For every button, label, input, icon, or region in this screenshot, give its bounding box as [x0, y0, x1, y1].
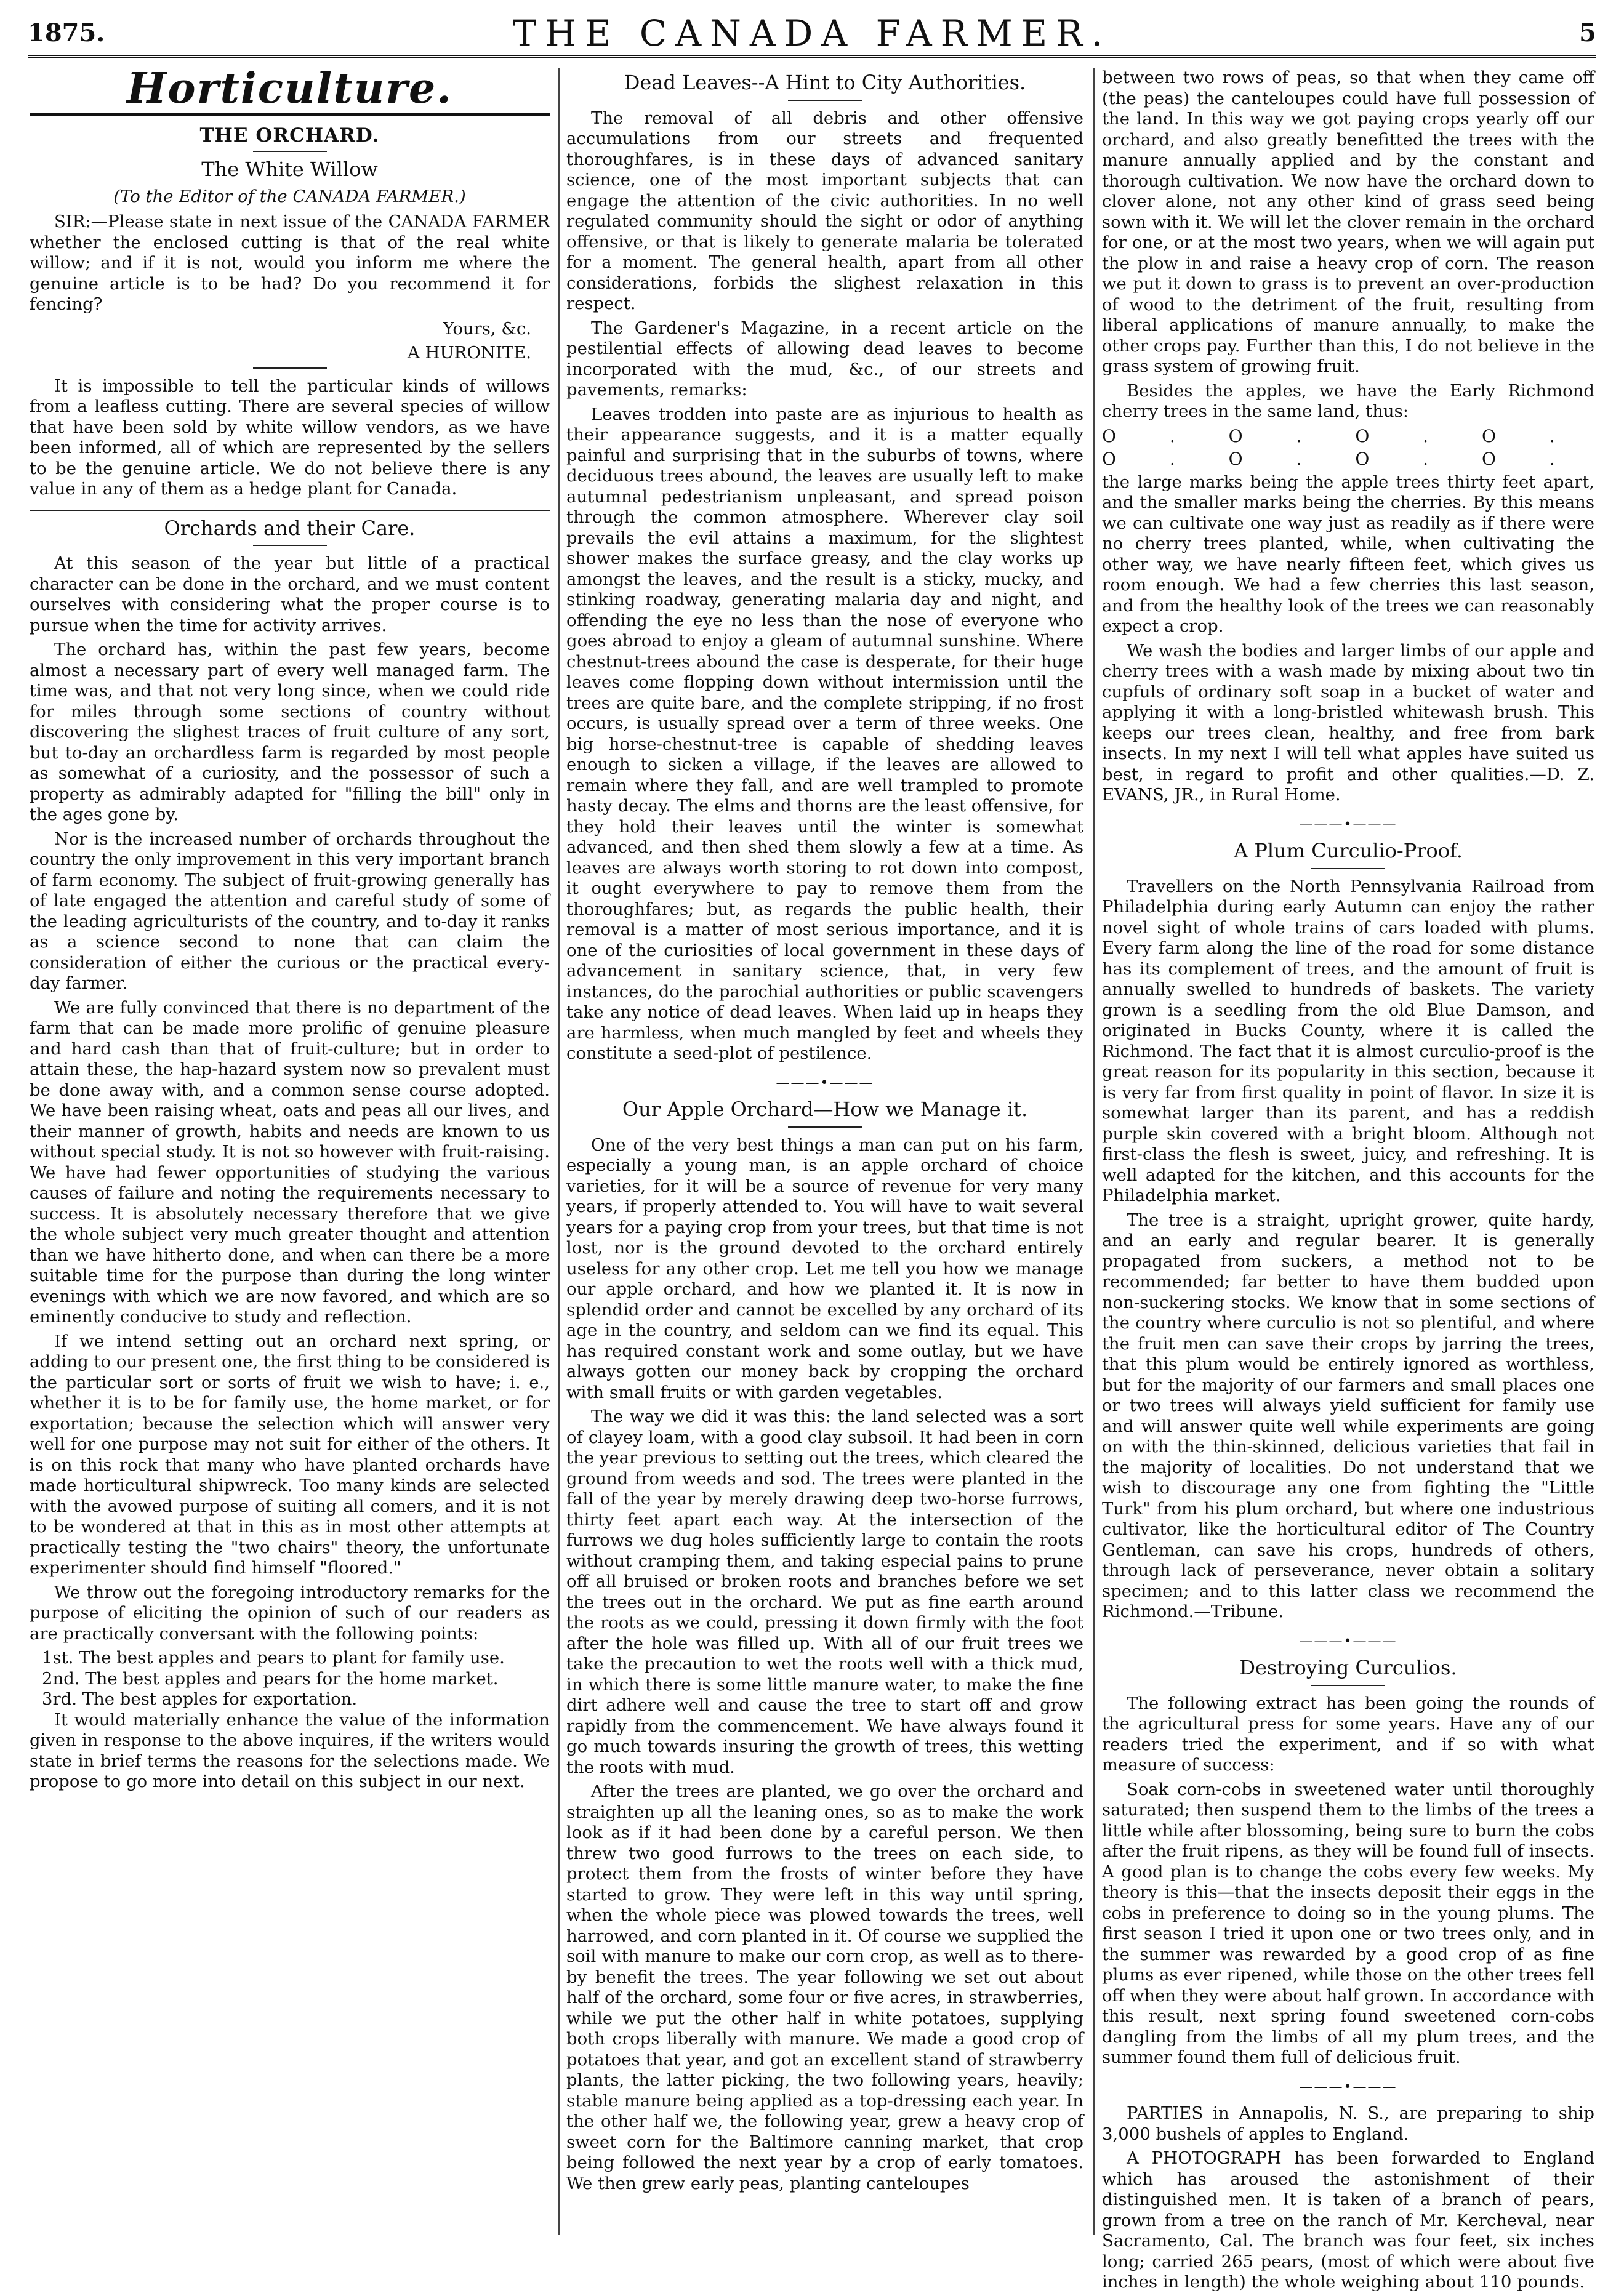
planting-diagram-row: O . O . O . O . [1102, 425, 1555, 446]
paragraph: At this season of the year but little of a practical character can be done in the orchard, and we must content ourselves with considering what the proper course is to pursue when the time for activity arrives. [30, 553, 550, 635]
list-item: 2nd. The best apples and pears for the home market. [42, 1668, 499, 1689]
divider [788, 1126, 862, 1128]
paragraph: The orchard has, within the past few years, become almost a necessary part of every well managed farm. The time was, and that not very long since, when we could ride for miles through some sections of country without discovering the slighest traces of fruit culture of any sort, but to-day an orchardless farm is regarded by most people as somewhat of a curiosity, and the possessor of such a property as admirably adapted for "filling the bill" only in the ages gone by. [30, 640, 550, 824]
paragraph: We wash the bodies and larger limbs of our apple and cherry trees with a wash made by mixing about two tin cupfuls of ordinary soft soap in a bucket of water and applying it with a long-bristled whitewash brush. This keeps our trees clean, healthy, and free from bark insects. In my next I will tell what apples have suited us best, in regard to profit and other qualities.—D. Z. EVANS, JR., in Rural Home. [1102, 640, 1594, 805]
article-title: Destroying Curculios. [1239, 1656, 1457, 1679]
article-title: Our Apple Orchard—How we Manage it. [622, 1098, 1028, 1121]
column-rule [558, 68, 560, 2235]
paragraph: Leaves trodden into paste are as injurious to health as their appearance suggests, and it is a matter equally painful and surprising that in the suburbs of towns, where deciduous trees abound, the leaves are usually left to make autumnal pedestrianism unpleasant, and spread poison through the common atmosphere. Wherever clay soil prevails the evil attains a maximum, for the slightest shower makes the surface greasy, and the clay works up amongst the leaves, and the result is a sticky, mucky, and stinking roadway, generating malaria day and night, and offending the eye no less than the nose of everyone who goes abroad to enjoy a gleam of autumnal sunshine. Where chestnut-trees abound the case is desperate, for their huge leaves come flopping down without intermission until the trees are quite bare, and the complete stripping, if no frost occurs, is usually spread over a term of three weeks. One big horse-chestnut-tree is capable of shedding leaves enough to sicken a village, if the leaves are allowed to remain where they fall, and are well trampled to promote hasty decay. The elms and thorns are the least offensive, for they hold their leaves until the winter is somewhat advanced, and then shed them slowly a few at a time. As leaves are always worth storing to rot down into compost, it ought everywhere to pay to remove them from the thoroughfares; but, as regards the public health, their removal is a matter of most serious importance, and it is one of the curiosities of local government in these days of advancement in sanitary science, that, in very few instances, do the parochial authorities or public scavengers take any notice of dead leaves. When laid up in heaps they are harmless, when much mangled by feet and wheels they constitute a seed-plot of pestilence. [566, 404, 1083, 1063]
paragraph: Nor is the increased number of orchards throughout the country the only improvement in this very important branch of farm economy. The subject of fruit-growing generally has of late engaged the attention and careful study of some of the leading agriculturists of the country, and to-day it ranks as a science second to none that can claim the consideration of either the curious or the practical every-day farmer. [30, 829, 550, 993]
news-note: PARTIES in Annapolis, N. S., are preparing to ship 3,000 bushels of apples to England. [1102, 2103, 1594, 2144]
paragraph: We throw out the foregoing introductory remarks for the purpose of eliciting the opinion of such of our readers as are practically conversant with the following points: [30, 1582, 550, 1644]
article-title: Orchards and their Care. [164, 516, 416, 540]
paragraph: It is impossible to tell the particular kinds of willows from a leafless cutting. There are several species of willow that have been sold by white willow vendors, as we have been informed, all of which are represented by the sellers to be the genuine article. We do not believe there is any value in any of them as a hedge plant for Canada. [30, 375, 550, 499]
paragraph: between two rows of peas, so that when they came off (the peas) the canteloupes could have full possession of the land. In this way we got paying crops yearly off our orchard, and also greatly benefitted the trees with the manure annually applied and by the constant and thorough cultivation. We now have the orchard down to clover alone, not any other kind of grass seed being sown with it. We will let the clover remain in the orchard for one, or at the most two years, when we will again put the plow in and raise a heavy crop of corn. The reason we put it down to grass is to prevent an over-production of wood to the detriment of the fruit, resulting from liberal applications of manure annually, to make the other crops pay. Further than this, I do not believe in the grass system of growing fruit. [1102, 68, 1594, 376]
article-title: Dead Leaves--A Hint to City Authorities. [624, 71, 1026, 94]
news-note: A PHOTOGRAPH has been forwarded to England which has aroused the astonishment of their distinguished men. It is taken of a branch of pears, grown from a tree on the ranch of Mr. Kercheval, near Sacramento, Cal. The branch was four feet, six inches long; carried 265 pears, (most of which were about five inches in length) the whole weighing about 110 pounds. [1102, 2148, 1594, 2292]
article-subtitle: (To the Editor of the CANADA FARMER.) [113, 186, 466, 206]
article-title: The White Willow [201, 158, 378, 181]
section-title: Horticulture. [127, 64, 452, 113]
ornament-divider: ———•——— [1299, 2079, 1397, 2095]
divider [30, 113, 550, 116]
paragraph: Besides the apples, we have the Early Richmond cherry trees in the same land, thus: [1102, 380, 1594, 421]
paragraph: The following extract has been going the rounds of the agricultural press for some years. Have any of our readers tried the experiment, and if so with what measure of success: [1102, 1693, 1594, 1775]
article-title: A Plum Curculio-Proof. [1234, 839, 1463, 862]
letter-closing: Yours, &c. [443, 318, 531, 339]
paragraph: the large marks being the apple trees thirty feet apart, and the smaller marks being the cherries. By this means we can cultivate one way just as readily as if there were no cherry trees planted, while, when cultivating the other way, we have nearly fifteen feet, which gives us room enough. We had a few cherries this last season, and from the healthy look of the trees we can reasonably expect a crop. [1102, 472, 1594, 636]
masthead-title: THE CANADA FARMER. [512, 12, 1112, 54]
divider [253, 545, 327, 546]
article-heading: THE ORCHARD. [199, 124, 380, 147]
paragraph: The removal of all debris and other offensive accumulations from our streets and frequented thoroughfares, is in these days of advanced sanitary science, one of the most important subjects that can engage the attention of the civic authorities. In no well regulated community should the sight or odor of anything offensive, or that is likely to generate malaria be tolerated for a moment. The general health, apart from all other considerations, forbids the slighest relaxation in this respect. [566, 108, 1083, 313]
paragraph: Travellers on the North Pennsylvania Railroad from Philadelphia during early Autumn can enjoy the rather novel sight of whole trains of cars loaded with plums. Every farm along the line of the road for some distance has its complement of trees, and the amount of fruit is annually swelled to hundreds of baskets. The variety grown is a seedling from the old Blue Damson, and originated in Bucks County, where it is called the Richmond. The fact that it is almost curculio-proof is the great reason for its popularity in this section, because it is very far from first quality in point of flavor. In size it is somewhat larger than its parent, and has a reddish purple skin covered with a bright bloom. Although not first-class the flesh is sweet, juicy, and refreshing. It is well adapted for the kitchen, and this accounts for the Philadelphia market. [1102, 876, 1594, 1205]
planting-diagram-row: O . O . O . O . [1102, 449, 1555, 469]
paragraph: After the trees are planted, we go over the orchard and straighten up all the leaning ones, so as to make the work look as if it had been done by a careful person. We then threw two good furrows to the trees on each side, to protect them from the frosts of winter before they have started to grow. They were left in this way until spring, when the whole piece was plowed towards the trees, well harrowed, and corn planted in it. Of course we supplied the soil with manure to make our corn crop, as well as to there-by benefit the trees. The year following we set out about half of the orchard, some four or five acres, in strawberries, while we put the other half in white potatoes, supplying both crops liberally with manure. We made a good crop of potatoes that year, and got an excellent stand of strawberry plants, the latter picking, the two following years, heavily; stable manure being applied as a top-dressing each year. In the other half we, the following year, grew a heavy crop of sweet corn for the Baltimore canning market, that crop being followed the next year by a crop of early tomatoes. We then grew early peas, planting canteloupes [566, 1781, 1083, 2193]
paragraph: The Gardener's Magazine, in a recent article on the pestilential effects of allowing dead leaves to become incorporated with the mud, &c., of our streets and pavements, remarks: [566, 318, 1083, 400]
paragraph: The way we did it was this: the land selected was a sort of clayey loam, with a good clay subsoil. It had been in corn the year previous to setting out the trees, which cleared the ground from weeds and sod. The trees were planted in the fall of the year by merely drawing deep two-horse furrows, thirty feet apart each way. At the intersection of the furrows we dug holes sufficiently large to contain the roots without cramping them, and taking especial pains to prune off all bruised or broken roots and branches before we set the trees out in the orchard. We put as fine earth around the roots as we could, pressing it down firmly with the foot after the hole was filled up. With all of our fruit trees we take the precaution to wet the roots well with a thick mud, in which there is some little manure water, to make the fine dirt adhere well and cause the tree to start off and grow rapidly from the commencement. We have always found it go much towards insuring the growth of trees, this wetting the roots with mud. [566, 1407, 1083, 1777]
paragraph: We are fully convinced that there is no department of the farm that can be made more prolific of genuine pleasure and hard cash than that of fruit-culture; but in order to attain these, the hap-hazard system now so prevalent must be done away with, and a common sense course adopted. We have been raising wheat, oats and peas all our lives, and their manner of growth, habits and needs are known to us without special study. It is not so however with fruit-raising. We have had fewer opportunities of studying the various causes of failure and noting the requirements necessary to success. It is absolutely necessary therefore that we give the whole subject very much greater thought and attention than we have hitherto done, and when can there be a more suitable time for the purpose than during the long winter evenings with which we are now favored, and which are so eminently conducive to study and reflection. [30, 997, 550, 1327]
question-list [30, 1648, 550, 1710]
ornament-divider: ———•——— [776, 1075, 874, 1091]
divider [30, 510, 550, 511]
ornament-divider: ———•——— [1299, 1633, 1397, 1649]
divider [1311, 1685, 1385, 1686]
paragraph: It would materially enhance the value of the information given in response to the above inquires, if the writers would state in brief terms the reasons for the selections made. We propose to go more into detail on this subject in our next. [30, 1709, 550, 1791]
page-number: 5 [1579, 18, 1596, 47]
divider [253, 151, 327, 152]
column-rule [1093, 68, 1095, 2235]
divider [253, 367, 327, 369]
letter-signature: A HURONITE. [407, 343, 531, 363]
list-item: 3rd. The best apples for exportation. [42, 1689, 358, 1709]
paragraph: SIR:—Please state in next issue of the CANADA FARMER whether the enclosed cutting is that of the real white willow; and if it is not, would you inform me where the genuine article is to be had? Do you recommend it for fencing? [30, 212, 550, 314]
paragraph: Soak corn-cobs in sweetened water until thoroughly saturated; then suspend them to the limbs of the trees a little while after blossoming, being sure to burn the cobs after the fruit ripens, as they will be found full of insects. A good plan is to change the cobs every few weeks. My theory is this—that the insects deposit their eggs in the cobs in preference to doing so in the young plums. The first season I tried it upon one or two trees only, and in the summer was rewarded by a good crop of as fine plums as ever ripened, while those on the other trees fell off when they were about half grown. In accordance with this result, next spring found sweetened corn-cobs dangling from the limbs of all my plum trees, and the summer found them full of delicious fruit. [1102, 1779, 1594, 2067]
paragraph: The tree is a straight, upright grower, quite hardy, and an early and regular bearer. It is generally propagated from suckers, a method not to be recommended; far better to have them budded upon non-suckering stocks. We know that in some sections of the country where curculio is not so plentiful, and where the fruit men can save their crops by jarring the trees, that this plum would be entirely ignored as worthless, but for the majority of our farmers and small places one or two trees will always yield sufficient for family use and will answer quite well while experiments are going on with the thin-skinned, delicious varieties that fail in the majority of localities. Do not understand that we wish to discourage any one from fighting the "Little Turk" from his plum orchard, but where one industrious cultivator, like the horticultural editor of The Country Gentleman, can save his crops, hundreds of others, through lack of perseverance, never obtain a solitary specimen; and to this latter class we recommend the Richmond.—Tribune. [1102, 1210, 1594, 1621]
list-item: 1st. The best apples and pears to plant for family use. [42, 1648, 505, 1668]
paragraph: One of the very best things a man can put on his farm, especially a young man, is an apple orchard of choice varieties, for it will be a source of revenue for very many years, if properly attended to. You will have to wait several years for a paying crop from your trees, but that time is not lost, nor is the ground devoted to the orchard entirely useless for any other crop. Let me tell you how we manage our apple orchard, and how we planted it. It is now in splendid order and cannot be excelled by any orchard of its age in the country, and seldom can we find its equal. This has required constant work and some outlay, but we have always gotten our money back by cropping the orchard with small fruits or with garden vegetables. [566, 1134, 1083, 1402]
column-1 [30, 64, 550, 2235]
divider [788, 100, 862, 101]
paragraph: If we intend setting out an orchard next spring, or adding to our present one, the first thing to be considered is the particular sort or sorts of fruit we wish to have; i. e., whether it is to be for family use, the home market, or for exportation; because the selection which will answer very well for one purpose may not suit for either of the others. It is on this rock that many who have planted orchards have made horticultural shipwreck. Too many kinds are selected with the avowed purpose of suiting all comers, and it is not to be wondered at that in this as in most other attempts at practically testing the "two chairs" theory, the unfortunate experimenter should find himself "floored." [30, 1331, 550, 1578]
column-3 [1102, 68, 1594, 2292]
ornament-divider: ———•——— [1299, 816, 1397, 832]
column-2 [566, 68, 1083, 2235]
divider [1311, 868, 1385, 869]
masthead [28, 12, 1596, 58]
masthead-year: 1875. [28, 18, 105, 47]
